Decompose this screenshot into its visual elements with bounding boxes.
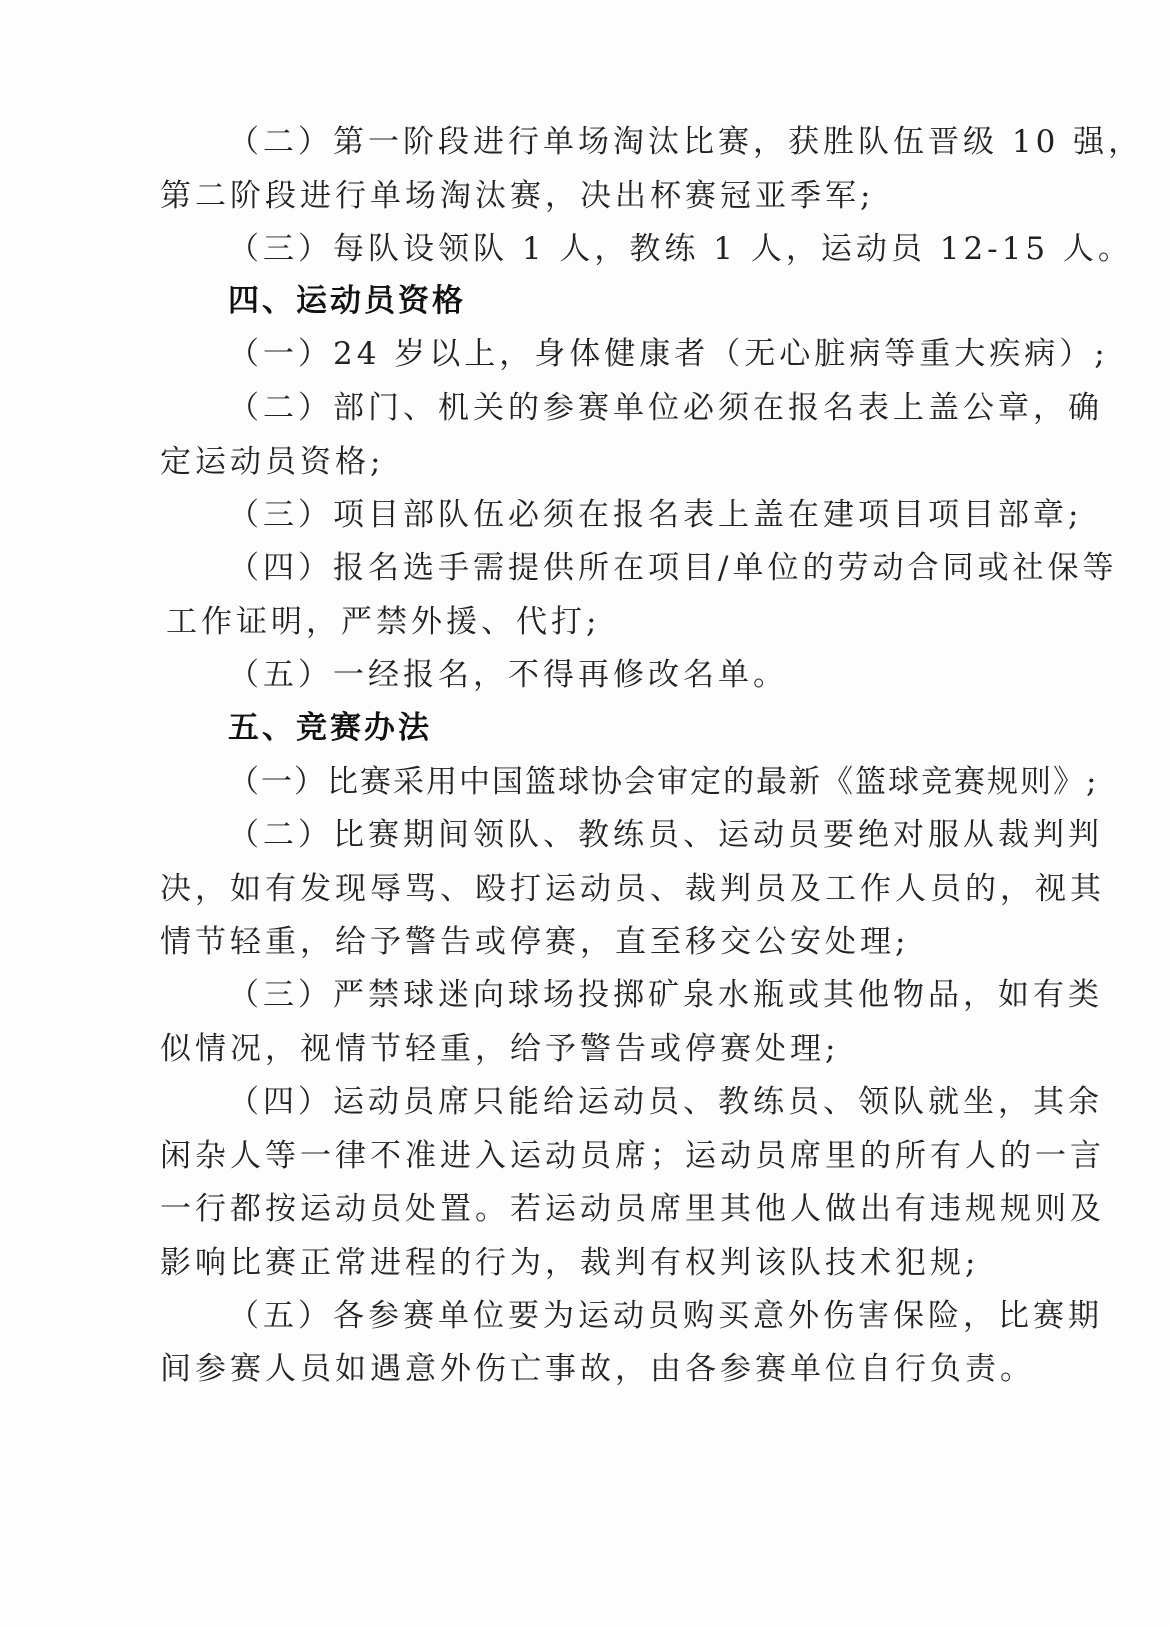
clause-text: 工作证明，严禁外援、代打; — [166, 604, 601, 640]
clause-text: （一）比赛采用中国篮球协会审定的最新《篮球竞赛规则》; — [228, 764, 1099, 800]
clause-text: 第二阶段进行单场淘汰赛，决出杯赛冠亚季军; — [160, 178, 875, 214]
clause-text: （三）项目部队伍必须在报名表上盖在建项目项目部章; — [228, 497, 1083, 533]
clause-text: 影响比赛正常进程的行为，裁判有权判该队技术犯规; — [160, 1245, 980, 1281]
clause-text: （三）严禁球迷向球场投掷矿泉水瓶或其他物品，如有类 — [228, 977, 1103, 1013]
clause-text: 一行都按运动员处置。若运动员席里其他人做出有违规规则及 — [160, 1191, 1105, 1227]
section-heading: 四、运动员资格 — [228, 283, 466, 319]
clause-text: （二）比赛期间领队、教练员、运动员要绝对服从裁判判 — [228, 817, 1103, 853]
clause-text: （五）一经报名，不得再修改名单。 — [228, 657, 788, 693]
section-heading: 五、竞赛办法 — [228, 710, 432, 746]
clause-text: （二）第一阶段进行单场淘汰比赛，获胜队伍晋级 10 强， — [228, 124, 1144, 160]
clause-text: 似情况，视情节轻重，给予警告或停赛处理; — [160, 1031, 840, 1067]
clause-text: 情节轻重，给予警告或停赛，直至移交公安处理; — [160, 924, 910, 960]
clause-text: 闲杂人等一律不准进入运动员席；运动员席里的所有人的一言 — [160, 1138, 1105, 1174]
clause-text: （五）各参赛单位要为运动员购买意外伤害保险，比赛期 — [228, 1298, 1103, 1334]
clause-text: （四）报名选手需提供所在项目/单位的劳动合同或社保等 — [228, 550, 1118, 586]
clause-text: 间参赛人员如遇意外伤亡事故，由各参赛单位自行负责。 — [160, 1351, 1035, 1387]
clause-text: （一）24 岁以上，身体健康者（无心脏病等重大疾病）; — [228, 336, 1109, 372]
clause-text: （三）每队设领队 1 人，教练 1 人，运动员 12-15 人。 — [228, 231, 1133, 267]
clause-text: （四）运动员席只能给运动员、教练员、领队就坐，其余 — [228, 1084, 1103, 1120]
clause-text: （二）部门、机关的参赛单位必须在报名表上盖公章，确 — [228, 390, 1103, 426]
clause-text: 决，如有发现辱骂、殴打运动员、裁判员及工作人员的，视其 — [160, 871, 1105, 907]
clause-text: 定运动员资格; — [160, 444, 385, 480]
